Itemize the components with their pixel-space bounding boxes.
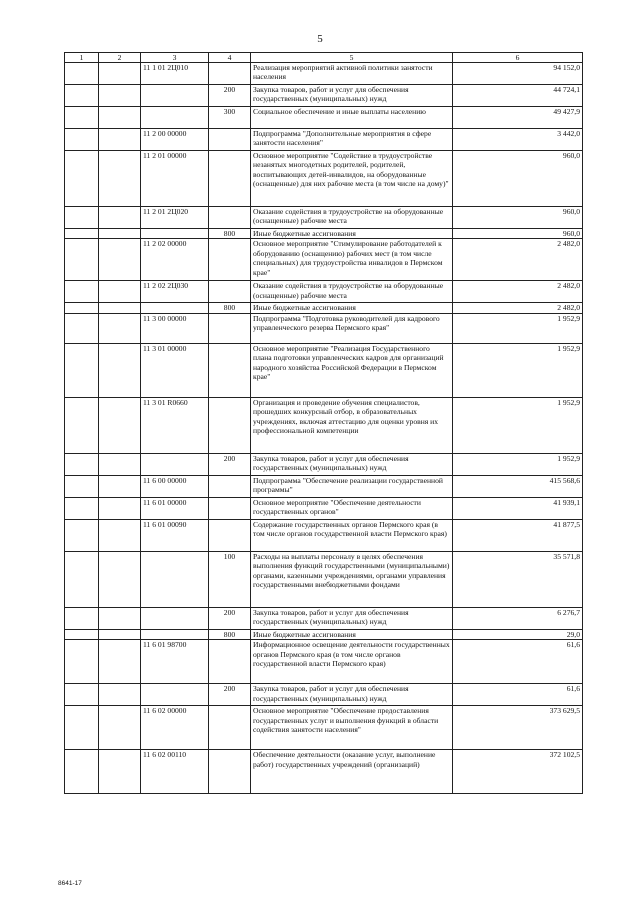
- cell-amount: 2 482,0: [453, 281, 583, 303]
- cell-empty: [99, 397, 141, 453]
- document-code: 8641-17: [58, 880, 82, 887]
- cell-description: Оказание содействия в трудоустройстве на оборудованные (оснащенные) рабочие места: [251, 207, 453, 229]
- cell-description: Иные бюджетные ассигнования: [251, 229, 453, 239]
- cell-description: Содержание государственных органов Пермского края (в том числе органов государственной власти Пермского края): [251, 519, 453, 551]
- cell-code: 11 1 01 2Ц010: [141, 63, 209, 85]
- cell-code: 11 2 01 2Ц020: [141, 207, 209, 229]
- cell-expense-type: [209, 343, 251, 397]
- cell-empty: [65, 706, 99, 750]
- cell-expense-type: [209, 151, 251, 207]
- cell-empty: [99, 229, 141, 239]
- cell-amount: 960,0: [453, 229, 583, 239]
- cell-empty: [99, 129, 141, 151]
- table-row: [65, 640, 583, 684]
- cell-empty: [65, 629, 99, 639]
- cell-expense-type: [209, 750, 251, 794]
- cell-empty: [65, 640, 99, 684]
- table-row: [65, 207, 583, 229]
- cell-code: 11 2 02 00000: [141, 239, 209, 281]
- cell-code: 11 6 01 98700: [141, 640, 209, 684]
- cell-empty: [65, 129, 99, 151]
- cell-code: 11 6 02 00110: [141, 750, 209, 794]
- cell-description: Основное мероприятие "Содействие в трудоустройстве незанятых многодетных родителей, родителей, воспитывающих детей-инвалидов, на оборудованные (оснащенные) для них рабочие места (в том числе на дому)": [251, 151, 453, 207]
- cell-description: Оказание содействия в трудоустройстве на оборудованные (оснащенные) рабочие места: [251, 281, 453, 303]
- cell-code: [141, 607, 209, 629]
- cell-expense-type: [209, 207, 251, 229]
- cell-description: Организация и проведение обучения специалистов, прошедших конкурсный отбор, в образовательных учреждениях, включая аттестацию для оценки уровня их профессиональной компетенции: [251, 397, 453, 453]
- cell-empty: [65, 519, 99, 551]
- cell-description: Основное мероприятие "Обеспечение предоставления государственных услуг и выполнения функций в области содействия занятости населения": [251, 706, 453, 750]
- cell-code: 11 2 01 00000: [141, 151, 209, 207]
- cell-empty: [99, 750, 141, 794]
- budget-table: [64, 52, 583, 794]
- cell-code: 11 6 02 00000: [141, 706, 209, 750]
- table-row: [65, 497, 583, 519]
- cell-empty: [99, 85, 141, 107]
- cell-description: Информационное освещение деятельности государственных органов Пермского края (в том числе органов государственной власти Пермского края): [251, 640, 453, 684]
- cell-expense-type: [209, 281, 251, 303]
- cell-empty: [99, 497, 141, 519]
- cell-amount: 1 952,9: [453, 313, 583, 343]
- table-row: [65, 519, 583, 551]
- table-row: [65, 85, 583, 107]
- table-row: [65, 107, 583, 129]
- cell-description: Подпрограмма "Дополнительные мероприятия в сфере занятости населения": [251, 129, 453, 151]
- table-row: [65, 475, 583, 497]
- cell-empty: [99, 107, 141, 129]
- cell-amount: 49 427,9: [453, 107, 583, 129]
- cell-amount: 61,6: [453, 684, 583, 706]
- cell-empty: [99, 629, 141, 639]
- cell-expense-type: [209, 397, 251, 453]
- cell-amount: 94 152,0: [453, 63, 583, 85]
- cell-empty: [65, 313, 99, 343]
- cell-expense-type: [209, 239, 251, 281]
- table-row: [65, 343, 583, 397]
- cell-empty: [65, 475, 99, 497]
- column-header: 3: [141, 53, 209, 63]
- cell-description: Закупка товаров, работ и услуг для обеспечения государственных (муниципальных) нужд: [251, 607, 453, 629]
- cell-code: [141, 453, 209, 475]
- cell-empty: [99, 640, 141, 684]
- cell-expense-type: [209, 706, 251, 750]
- cell-amount: 44 724,1: [453, 85, 583, 107]
- cell-expense-type: [209, 640, 251, 684]
- cell-empty: [99, 63, 141, 85]
- cell-amount: 41 939,1: [453, 497, 583, 519]
- cell-code: 11 6 00 00000: [141, 475, 209, 497]
- cell-description: Подпрограмма "Подготовка руководителей для кадрового управленческого резерва Пермского края": [251, 313, 453, 343]
- table-row: [65, 453, 583, 475]
- cell-code: 11 3 01 00000: [141, 343, 209, 397]
- cell-expense-type: 200: [209, 453, 251, 475]
- cell-empty: [99, 313, 141, 343]
- cell-description: Закупка товаров, работ и услуг для обеспечения государственных (муниципальных) нужд: [251, 85, 453, 107]
- table-row: [65, 313, 583, 343]
- cell-empty: [65, 343, 99, 397]
- cell-empty: [99, 207, 141, 229]
- cell-empty: [99, 684, 141, 706]
- cell-empty: [99, 607, 141, 629]
- header-row: [65, 53, 583, 63]
- cell-empty: [65, 281, 99, 303]
- cell-expense-type: 300: [209, 107, 251, 129]
- cell-empty: [65, 303, 99, 313]
- cell-description: Основное мероприятие "Стимулирование работодателей к оборудованию (оснащению) рабочих мест (в том числе специальных) для трудоустройства инвалидов в Пермском крае": [251, 239, 453, 281]
- cell-empty: [65, 85, 99, 107]
- cell-empty: [65, 684, 99, 706]
- cell-code: 11 3 01 R0660: [141, 397, 209, 453]
- cell-code: [141, 107, 209, 129]
- cell-expense-type: 800: [209, 229, 251, 239]
- cell-empty: [99, 239, 141, 281]
- cell-amount: 6 276,7: [453, 607, 583, 629]
- cell-empty: [65, 551, 99, 607]
- cell-empty: [65, 107, 99, 129]
- table-row: [65, 239, 583, 281]
- cell-empty: [99, 706, 141, 750]
- cell-amount: 41 877,5: [453, 519, 583, 551]
- cell-code: 11 2 02 2Ц030: [141, 281, 209, 303]
- cell-amount: 373 629,5: [453, 706, 583, 750]
- cell-empty: [65, 229, 99, 239]
- cell-code: [141, 551, 209, 607]
- cell-description: Закупка товаров, работ и услуг для обеспечения государственных (муниципальных) нужд: [251, 684, 453, 706]
- cell-empty: [65, 397, 99, 453]
- table-row: [65, 229, 583, 239]
- cell-description: Социальное обеспечение и иные выплаты населению: [251, 107, 453, 129]
- cell-empty: [65, 63, 99, 85]
- table-row: [65, 281, 583, 303]
- table-row: [65, 629, 583, 639]
- cell-code: 11 6 01 00000: [141, 497, 209, 519]
- table-row: [65, 303, 583, 313]
- cell-expense-type: [209, 475, 251, 497]
- cell-empty: [99, 151, 141, 207]
- cell-amount: 29,0: [453, 629, 583, 639]
- cell-empty: [99, 453, 141, 475]
- cell-empty: [99, 343, 141, 397]
- cell-empty: [65, 453, 99, 475]
- cell-amount: 1 952,9: [453, 343, 583, 397]
- cell-description: Иные бюджетные ассигнования: [251, 303, 453, 313]
- cell-empty: [99, 475, 141, 497]
- cell-empty: [99, 303, 141, 313]
- cell-amount: 1 952,9: [453, 397, 583, 453]
- cell-amount: 2 482,0: [453, 239, 583, 281]
- cell-amount: 61,6: [453, 640, 583, 684]
- column-header: 2: [99, 53, 141, 63]
- column-header: 6: [453, 53, 583, 63]
- cell-empty: [99, 551, 141, 607]
- cell-expense-type: [209, 313, 251, 343]
- cell-code: 11 6 01 00090: [141, 519, 209, 551]
- cell-expense-type: [209, 63, 251, 85]
- cell-expense-type: 100: [209, 551, 251, 607]
- cell-empty: [65, 750, 99, 794]
- cell-expense-type: 800: [209, 629, 251, 639]
- table-row: [65, 750, 583, 794]
- cell-expense-type: 200: [209, 607, 251, 629]
- cell-code: [141, 684, 209, 706]
- column-header: 1: [65, 53, 99, 63]
- cell-expense-type: [209, 519, 251, 551]
- table-row: [65, 63, 583, 85]
- cell-empty: [65, 239, 99, 281]
- cell-amount: 415 568,6: [453, 475, 583, 497]
- cell-description: Подпрограмма "Обеспечение реализации государственной программы": [251, 475, 453, 497]
- cell-empty: [99, 519, 141, 551]
- cell-description: Реализация мероприятий активной политики занятости населения: [251, 63, 453, 85]
- page-number: 5: [317, 33, 323, 45]
- cell-description: Расходы на выплаты персоналу в целях обеспечения выполнения функций государственными (муниципальными) органами, казенными учреждениями, органами управления государственными внебюджетными фондами: [251, 551, 453, 607]
- cell-description: Закупка товаров, работ и услуг для обеспечения государственных (муниципальных) нужд: [251, 453, 453, 475]
- cell-amount: 960,0: [453, 207, 583, 229]
- cell-expense-type: [209, 129, 251, 151]
- table-row: [65, 151, 583, 207]
- table-row: [65, 551, 583, 607]
- cell-code: 11 3 00 00000: [141, 313, 209, 343]
- cell-description: Основное мероприятие "Реализация Государственного плана подготовки управленческих кадров для организаций народного хозяйства Российской Федерации в Пермском крае": [251, 343, 453, 397]
- cell-empty: [65, 151, 99, 207]
- cell-empty: [65, 497, 99, 519]
- cell-empty: [65, 207, 99, 229]
- cell-amount: 35 571,8: [453, 551, 583, 607]
- cell-expense-type: 800: [209, 303, 251, 313]
- cell-description: Иные бюджетные ассигнования: [251, 629, 453, 639]
- cell-expense-type: 200: [209, 684, 251, 706]
- cell-amount: 372 102,5: [453, 750, 583, 794]
- cell-code: [141, 85, 209, 107]
- cell-expense-type: 200: [209, 85, 251, 107]
- column-header: 4: [209, 53, 251, 63]
- cell-code: [141, 303, 209, 313]
- table-row: [65, 684, 583, 706]
- cell-description: Обеспечение деятельности (оказание услуг, выполнение работ) государственных учреждений (организаций): [251, 750, 453, 794]
- cell-amount: 3 442,0: [453, 129, 583, 151]
- cell-expense-type: [209, 497, 251, 519]
- cell-empty: [65, 607, 99, 629]
- cell-amount: 2 482,0: [453, 303, 583, 313]
- table-row: [65, 397, 583, 453]
- cell-code: [141, 629, 209, 639]
- cell-description: Основное мероприятие "Обеспечение деятельности государственных органов": [251, 497, 453, 519]
- table-row: [65, 129, 583, 151]
- cell-amount: 960,0: [453, 151, 583, 207]
- cell-empty: [99, 281, 141, 303]
- table-row: [65, 607, 583, 629]
- cell-code: 11 2 00 00000: [141, 129, 209, 151]
- cell-amount: 1 952,9: [453, 453, 583, 475]
- cell-code: [141, 229, 209, 239]
- column-header: 5: [251, 53, 453, 63]
- table-row: [65, 706, 583, 750]
